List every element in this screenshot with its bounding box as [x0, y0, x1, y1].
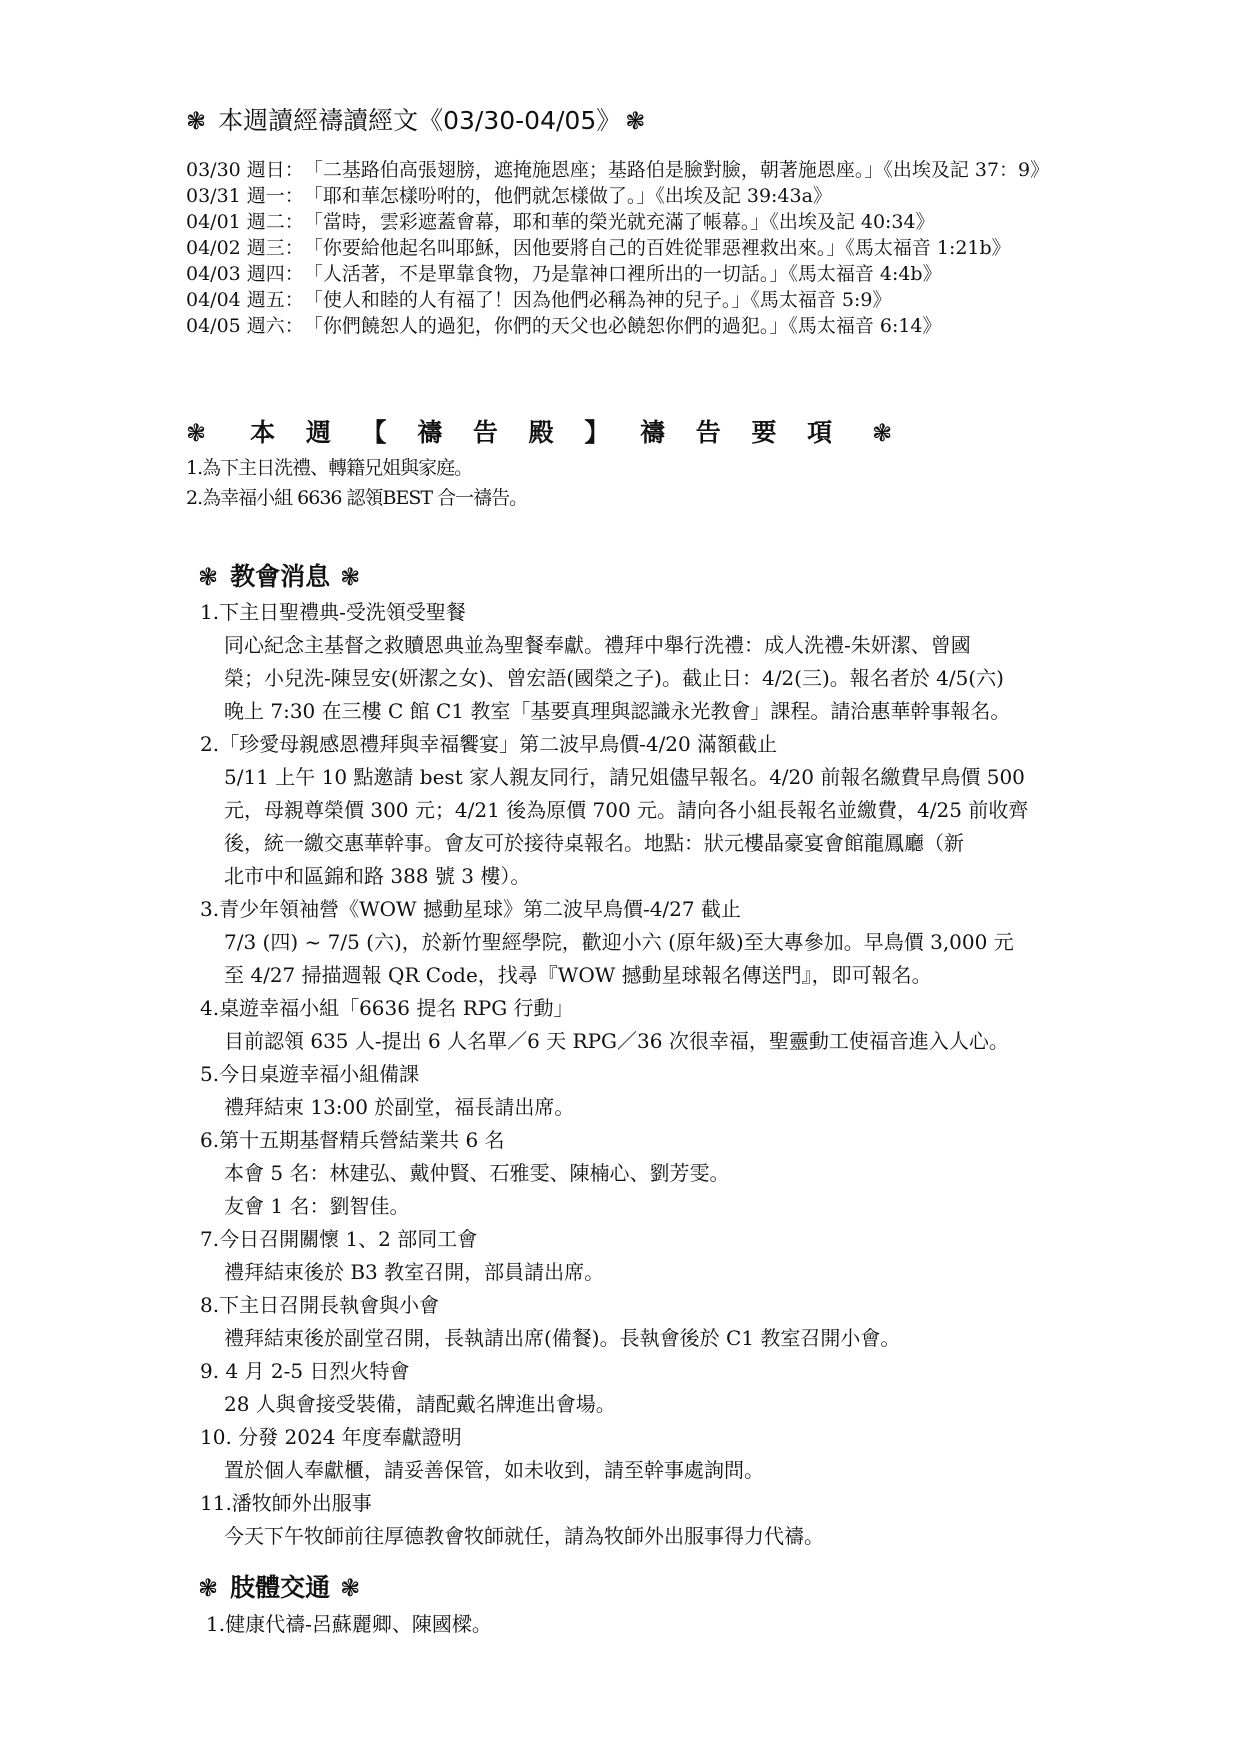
- reading-separator: ：: [284, 263, 304, 285]
- reading-date: 03/30 週日: [186, 159, 285, 181]
- news-item: [200, 1355, 1080, 1421]
- news-body-line: 晚上 7:30 在三樓 C 館 C1 教室「基要真理與認識永光教會」課程。請洽惠華幹事報名。: [224, 699, 1011, 723]
- reading-separator: ：: [284, 185, 304, 207]
- flower-icon: ❃: [198, 563, 219, 591]
- reading-item: [186, 209, 1086, 235]
- news-item-title: 6.第十五期基督精兵營結業共 6 名: [200, 1128, 505, 1152]
- news-body-line: 禮拜結束後於 B3 教室召開，部員請出席。: [224, 1260, 605, 1284]
- news-item: [200, 1124, 1080, 1223]
- news-item-body: [200, 761, 1080, 893]
- reading-date: 04/01 週二: [186, 211, 285, 233]
- news-body-line: 同心紀念主基督之救贖恩典並為聖餐奉獻。禮拜中舉行洗禮：成人洗禮-朱妍潔、曾國: [224, 633, 971, 657]
- reading-verse: 「使人和睦的人有福了！因為他們必稱為神的兒子。」《馬太福音 5:9》: [303, 289, 892, 311]
- news-item-title: 1.下主日聖禮典-受洗領受聖餐: [200, 600, 466, 624]
- reading-verse: 「當時，雲彩遮蓋會幕，耶和華的榮光就充滿了帳幕。」《出埃及記 40:34》: [303, 211, 935, 233]
- news-item: [200, 1058, 1080, 1124]
- news-item: [200, 992, 1080, 1058]
- reading-verse: 「人活著，不是單靠食物，乃是靠神口裡所出的一切話。」《馬太福音 4:4b》: [303, 263, 942, 285]
- reading-separator: ：: [284, 211, 304, 233]
- news-item-body: [200, 1256, 1080, 1289]
- reading-separator: ：: [284, 237, 304, 259]
- reading-item: [186, 313, 1086, 339]
- prayer-item: 1.為下主日洗禮、轉籍兄姐與家庭。: [186, 457, 473, 479]
- news-body-line: 北市中和區錦和路 388 號 3 樓）。: [224, 864, 531, 888]
- bible-reading-list: [186, 157, 1086, 339]
- news-item-body: [200, 1025, 1080, 1058]
- reading-verse: 「二基路伯高張翅膀，遮掩施恩座；基路伯是臉對臉，朝著施恩座。」《出埃及記 37：9》: [303, 159, 1050, 181]
- reading-item: [186, 183, 1086, 209]
- news-item-body: [200, 1322, 1080, 1355]
- flower-icon: ❃: [872, 419, 893, 447]
- reading-item: [186, 157, 1086, 183]
- reading-date: 03/31 週一: [186, 185, 285, 207]
- news-item-body: [200, 1091, 1080, 1124]
- reading-separator: ：: [284, 315, 304, 337]
- prayer-hall-heading: [186, 416, 892, 450]
- bible-reading-title: 本週讀經禱讀經文《03/30-04/05》: [218, 106, 622, 135]
- prayer-hall-title: 本 週 【 禱 告 殿 】 禱 告 要 項: [250, 418, 839, 447]
- reading-date: 04/02 週三: [186, 237, 285, 259]
- news-item: [200, 893, 1080, 992]
- news-item-title: 5.今日桌遊幸福小組備課: [200, 1062, 420, 1086]
- news-item-title: 11.潘牧師外出服事: [200, 1491, 372, 1515]
- news-item-body: [200, 1454, 1080, 1487]
- news-body-line: 目前認領 635 人-提出 6 人名單／6 天 RPG／36 次很幸福，聖靈動工使福音進入人心。: [224, 1029, 1009, 1053]
- news-item-body: [200, 1520, 1080, 1553]
- news-body-line: 今天下午牧師前往厚德教會牧師就任，請為牧師外出服事得力代禱。: [224, 1524, 824, 1548]
- reading-item: [186, 287, 1086, 313]
- news-item: [200, 1487, 1080, 1553]
- flower-icon: ❃: [186, 107, 207, 135]
- church-news-title: 教會消息: [230, 562, 331, 591]
- fellowship-item: 1.健康代禱-呂蘇麗卿、陳國樑。: [206, 1612, 492, 1636]
- news-item-body: [200, 1157, 1080, 1223]
- church-news-list: [200, 596, 1080, 1553]
- reading-separator: ：: [284, 159, 304, 181]
- news-item-title: 8.下主日召開長執會與小會: [200, 1293, 440, 1317]
- church-news-heading: [198, 560, 360, 594]
- prayer-item: 2.為幸福小組 6636 認領BEST 合一禱告。: [186, 487, 528, 509]
- reading-verse: 「你要給他起名叫耶穌，因他要將自己的百姓從罪惡裡救出來。」《馬太福音 1:21b》: [303, 237, 1011, 259]
- news-item-title: 10. 分發 2024 年度奉獻證明: [200, 1425, 462, 1449]
- reading-verse: 「耶和華怎樣吩咐的，他們就怎樣做了。」《出埃及記 39:43a》: [303, 185, 832, 207]
- reading-separator: ：: [284, 289, 304, 311]
- news-item-title: 3.青少年領袖營《WOW 撼動星球》第二波早鳥價-4/27 截止: [200, 897, 741, 921]
- reading-item: [186, 235, 1086, 261]
- flower-icon: ❃: [198, 1574, 219, 1602]
- news-item: [200, 1289, 1080, 1355]
- news-item-title: 4.桌遊幸福小組「6636 提名 RPG 行動」: [200, 996, 574, 1020]
- flower-icon: ❃: [625, 107, 646, 135]
- news-body-line: 禮拜結束後於副堂召開，長執請出席(備餐)。長執會後於 C1 教室召開小會。: [224, 1326, 901, 1350]
- fellowship-title: 肢體交通: [230, 1573, 331, 1602]
- flower-icon: ❃: [186, 419, 207, 447]
- news-item: [200, 596, 1080, 728]
- news-item-body: [200, 926, 1080, 992]
- news-body-line: 7/3 (四) ~ 7/5 (六)，於新竹聖經學院，歡迎小六 (原年級)至大專參加。早鳥價 3,000 元: [224, 930, 1014, 954]
- news-body-line: 置於個人奉獻櫃，請妥善保管，如未收到，請至幹事處詢問。: [224, 1458, 764, 1482]
- news-item: [200, 728, 1080, 893]
- news-body-line: 元，母親尊榮價 300 元；4/21 後為原價 700 元。請向各小組長報名並繳費，4/25 前收齊: [224, 798, 1029, 822]
- news-item: [200, 1223, 1080, 1289]
- news-item: [200, 1421, 1080, 1487]
- news-body-line: 28 人與會接受裝備，請配戴名牌進出會場。: [224, 1392, 616, 1416]
- reading-date: 04/04 週五: [186, 289, 285, 311]
- news-body-line: 禮拜結束 13:00 於副堂，福長請出席。: [224, 1095, 575, 1119]
- reading-item: [186, 261, 1086, 287]
- news-item-title: 9. 4 月 2-5 日烈火特會: [200, 1359, 410, 1383]
- flower-icon: ❃: [340, 563, 361, 591]
- reading-verse: 「你們饒恕人的過犯，你們的天父也必饒恕你們的過犯。」《馬太福音 6:14》: [303, 315, 942, 337]
- news-item-title: 7.今日召開關懷 1、2 部同工會: [200, 1227, 478, 1251]
- news-body-line: 5/11 上午 10 點邀請 best 家人親友同行，請兄姐儘早報名。4/20 前報名繳費早鳥價 500: [224, 765, 1025, 789]
- fellowship-heading: [198, 1571, 360, 1605]
- news-body-line: 榮；小兒洗-陳昱安(妍潔之女)、曾宏語(國榮之子)。截止日：4/2(三)。報名者於 4/5(六): [224, 666, 1004, 690]
- reading-date: 04/05 週六: [186, 315, 285, 337]
- flower-icon: ❃: [340, 1574, 361, 1602]
- news-item-body: [200, 1388, 1080, 1421]
- news-item-title: 2.「珍愛母親感恩禮拜與幸福饗宴」第二波早鳥價-4/20 滿額截止: [200, 732, 778, 756]
- news-body-line: 本會 5 名：林建弘、戴仲賢、石雅雯、陳楠心、劉芳雯。: [224, 1161, 730, 1185]
- bible-reading-heading: [186, 104, 645, 138]
- reading-date: 04/03 週四: [186, 263, 285, 285]
- news-body-line: 後，統一繳交惠華幹事。會友可於接待桌報名。地點：狀元樓晶豪宴會館龍鳳廳（新: [224, 831, 964, 855]
- news-item-body: [200, 629, 1080, 728]
- news-body-line: 至 4/27 掃描週報 QR Code，找尋『WOW 撼動星球報名傳送門』，即可報名。: [224, 963, 932, 987]
- news-body-line: 友會 1 名：劉智佳。: [224, 1194, 410, 1218]
